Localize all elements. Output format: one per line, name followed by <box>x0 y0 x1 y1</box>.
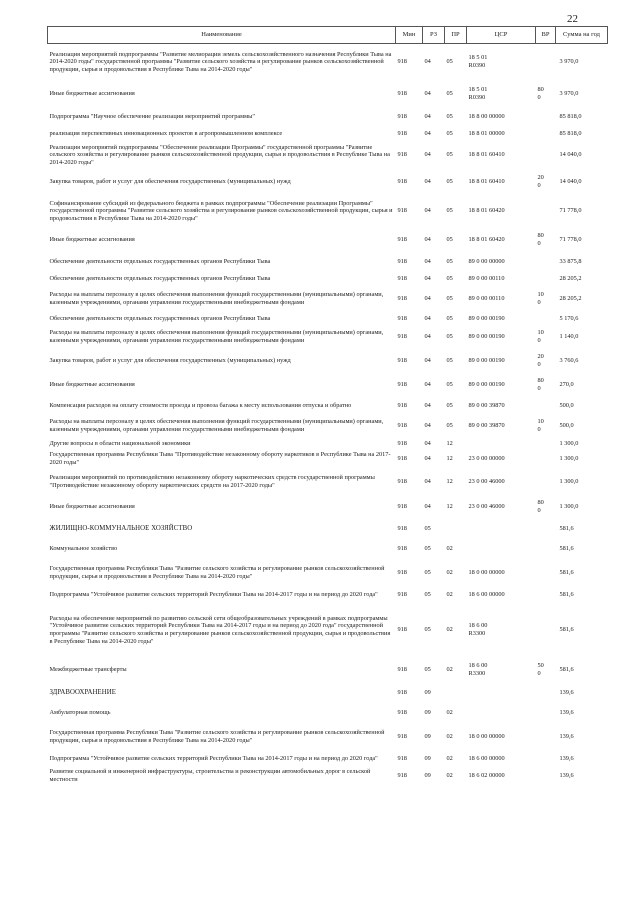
cell-pr: 05 <box>446 89 453 97</box>
table-row <box>48 437 608 450</box>
cell-pr: 05 <box>446 357 453 365</box>
cell-min: 918 <box>397 732 407 740</box>
cell-min: 918 <box>397 314 407 322</box>
table-row <box>48 495 608 519</box>
cell-name: Расходы на обеспечение мероприятий по развитию сельской сети общеобразовательных учреждений в рамках подпрограммы "Устойчивое развитие сельских территорий Республики Тыва на 2014-2017 годы и на период до 2020 года" государственной программы "Развитие сельского хозяйства и регулирование рынков сельскохозяйственной продукции, сырья и продовольствия в Республике Тыва на 2014-2020 годы" <box>49 614 391 645</box>
cell-name: Реализация мероприятий подпрограммы "Развитие мелиорации земель сельскохозяйственного назначения Республики Тыва на 2014-2020 годы" государственной программы "Развитие сельского хозяйства и регулирование рынков сельскохозяйственной продукции, сырья и продовольствия в Республике Тыва на 2014-2020 годы" <box>49 50 392 73</box>
cell-vr <box>536 194 556 228</box>
cell-min: 918 <box>397 568 407 576</box>
header-rz: РЗ <box>423 27 445 44</box>
cell-name: ЗДРАВООХРАНЕНИЕ <box>49 688 117 696</box>
cell-name: Государственная программа Республики Тыва "Развитие сельского хозяйства и регулирование рынков сельскохозяйственной продукции, сырья и продовольствия в Республике Тыва на 2014-2020 годы" <box>49 728 385 744</box>
cell-vr: 50 0 <box>537 661 544 677</box>
cell-rz: 04 <box>424 402 431 410</box>
cell-vr: 10 0 <box>537 418 544 433</box>
cell-rz: 04 <box>424 113 431 121</box>
cell-csr: 89 0 00 39870 <box>468 402 505 410</box>
cell-sum: 5 170,6 <box>559 314 579 322</box>
cell-min: 918 <box>397 402 407 410</box>
cell-name: Обеспечение деятельности отдельных государственных органов Республики Тыва <box>49 274 271 282</box>
cell-sum: 3 970,0 <box>559 58 579 66</box>
cell-rz: 04 <box>424 129 431 137</box>
cell-rz: 04 <box>424 258 431 266</box>
cell-sum: 1 300,0 <box>559 439 579 447</box>
cell-pr: 05 <box>446 381 453 389</box>
cell-min: 918 <box>397 771 407 779</box>
cell-rz: 09 <box>424 709 431 717</box>
cell-name: Реализация мероприятий подпрограммы "Обеспечение реализации Программы" государственной программы "Развитие сельского хозяйства и регулирование рынков сельскохозяйственной продукции, сырья и продовольствия в Республике Тыва на 2014-2020 годы" <box>49 143 390 166</box>
cell-name: Компенсация расходов на оплату стоимости проезда и провоза багажа к месту использования отпуска и обратно <box>49 402 352 410</box>
cell-csr: 18 8 01 60420 <box>468 236 505 244</box>
cell-pr: 05 <box>446 422 453 430</box>
cell-vr <box>536 272 556 285</box>
cell-min: 918 <box>397 178 407 186</box>
cell-name: Иные бюджетные ассигнования <box>49 89 135 97</box>
cell-name: Иные бюджетные ассигнования <box>49 381 135 389</box>
cell-min: 918 <box>397 709 407 717</box>
cell-pr: 02 <box>446 755 453 763</box>
header-csr: ЦСР <box>467 27 536 44</box>
cell-pr: 12 <box>446 503 453 511</box>
cell-sum: 139,6 <box>559 755 574 763</box>
cell-name: Развитие социальной и инженерной инфраструктуры, строительства и реконструкции автомобильных дорог в сельской местности <box>49 768 371 783</box>
cell-rz: 05 <box>424 568 431 576</box>
cell-name: реализация перспективных инновационных проектов в агропромышленном комплексе <box>49 129 283 137</box>
table-row <box>48 285 608 312</box>
table-row <box>48 768 608 783</box>
cell-rz: 05 <box>424 665 431 673</box>
cell-rz: 09 <box>424 732 431 740</box>
table-header-row <box>48 27 608 44</box>
header-sum: Сумма на год <box>556 27 608 44</box>
cell-csr <box>467 683 536 703</box>
table-row <box>48 468 608 495</box>
cell-csr: 18 6 00 R3300 <box>468 661 488 677</box>
cell-rz: 05 <box>424 591 431 599</box>
cell-sum: 71 778,0 <box>559 207 582 215</box>
cell-pr: 02 <box>446 732 453 740</box>
cell-pr: 12 <box>446 439 453 447</box>
cell-vr <box>536 559 556 586</box>
header-min: Мин <box>396 27 423 44</box>
cell-rz: 04 <box>424 89 431 97</box>
cell-min: 918 <box>397 381 407 389</box>
cell-csr: 18 8 01 60420 <box>468 207 505 215</box>
cell-pr: 02 <box>446 771 453 779</box>
cell-name: Иные бюджетные ассигнования <box>49 503 135 511</box>
cell-sum: 500,0 <box>559 422 574 430</box>
cell-pr: 05 <box>446 129 453 137</box>
cell-csr: 23 0 00 00000 <box>468 455 505 463</box>
cell-name: Расходы на выплаты персоналу в целях обеспечения выполнения функций государственными (муниципальными) органами, казенными учреждениями, органами управления государственными внебюджетными фондами <box>49 290 384 306</box>
table-row <box>48 604 608 656</box>
cell-sum: 500,0 <box>559 402 574 410</box>
cell-pr: 02 <box>446 665 453 673</box>
cell-vr: 80 0 <box>537 499 544 514</box>
cell-vr <box>536 252 556 272</box>
table-row <box>48 312 608 325</box>
cell-csr: 89 0 00 00190 <box>468 314 505 322</box>
cell-sum: 28 205,2 <box>559 294 582 302</box>
cell-name: Подпрограмма "Устойчивое развитие сельских территорий Республики Тыва на 2014-2017 годы и на период до 2020 года" <box>49 591 378 599</box>
table-row <box>48 127 608 140</box>
cell-min: 918 <box>397 258 407 266</box>
cell-rz: 04 <box>424 274 431 282</box>
cell-name: Государственная программа Республики Тыва "Противодействие незаконному обороту наркотиков в Республике Тыва на 2017-2020 годы" <box>49 451 391 466</box>
cell-vr <box>536 539 556 559</box>
cell-pr: 02 <box>446 568 453 576</box>
cell-min: 918 <box>397 151 407 159</box>
cell-vr <box>536 107 556 127</box>
cell-vr <box>536 768 556 783</box>
cell-min: 918 <box>397 525 407 533</box>
cell-pr: 05 <box>446 314 453 322</box>
cell-csr: 89 0 00 00110 <box>468 294 505 302</box>
cell-csr: 18 8 01 60410 <box>468 151 505 159</box>
cell-pr: 05 <box>446 402 453 410</box>
cell-csr: 18 8 00 00000 <box>468 113 505 121</box>
cell-name: Подпрограмма "Устойчивое развитие сельских территорий Республики Тыва на 2014-2017 годы и на период до 2020 года" <box>49 755 378 763</box>
cell-rz: 04 <box>424 314 431 322</box>
cell-sum: 1 140,0 <box>559 333 579 341</box>
cell-csr: 89 0 00 00190 <box>468 381 505 389</box>
cell-sum: 270,0 <box>559 381 574 389</box>
cell-csr: 18 8 01 60410 <box>468 178 505 186</box>
cell-sum: 139,6 <box>559 732 574 740</box>
cell-csr <box>467 437 536 450</box>
cell-name: Софинансирование субсидий из федерального бюджета в рамках подпрограммы "Обеспечение реализации Программы" государственной программы "Развитие сельского хозяйства и регулирование рынков сельскохозяйственной продукции, сырья и продовольствия в Республике Тыва на 2014-2020 годы" <box>49 199 393 222</box>
table-row <box>48 703 608 723</box>
cell-rz: 04 <box>424 294 431 302</box>
cell-vr <box>536 44 556 81</box>
cell-min: 918 <box>397 455 407 463</box>
cell-pr: 05 <box>446 294 453 302</box>
cell-min: 918 <box>397 274 407 282</box>
cell-vr: 80 0 <box>537 232 544 247</box>
cell-rz: 05 <box>424 626 431 634</box>
cell-name: Обеспечение деятельности отдельных государственных органов Республики Тыва <box>49 258 271 266</box>
table-row <box>48 349 608 373</box>
cell-min: 918 <box>397 755 407 763</box>
cell-rz: 04 <box>424 357 431 365</box>
cell-rz: 04 <box>424 333 431 341</box>
cell-sum: 71 778,0 <box>559 236 582 244</box>
cell-name: ЖИЛИЩНО-КОММУНАЛЬНОЕ ХОЗЯЙСТВО <box>49 524 193 532</box>
cell-rz: 04 <box>424 455 431 463</box>
cell-pr: 12 <box>446 455 453 463</box>
cell-rz: 04 <box>424 151 431 159</box>
cell-vr <box>536 723 556 750</box>
cell-min: 918 <box>397 665 407 673</box>
cell-min: 918 <box>397 422 407 430</box>
table-row <box>48 519 608 539</box>
cell-csr: 18 0 00 00000 <box>468 732 505 740</box>
cell-csr: 18 6 00 00000 <box>468 755 505 763</box>
cell-name: Коммунальное хозяйство <box>49 545 118 553</box>
cell-pr: 05 <box>446 258 453 266</box>
cell-name: Государственная программа Республики Тыва "Развитие сельского хозяйства и регулирование рынков сельскохозяйственной продукции, сырья и продовольствия в Республике Тыва на 2014-2020 годы" <box>49 564 385 580</box>
table-row <box>48 397 608 415</box>
table-row <box>48 140 608 170</box>
cell-pr: 02 <box>446 626 453 634</box>
cell-sum: 1 300,0 <box>559 503 579 511</box>
cell-min: 918 <box>397 89 407 97</box>
cell-min: 918 <box>397 207 407 215</box>
cell-sum: 139,6 <box>559 709 574 717</box>
cell-sum: 33 875,8 <box>559 258 582 266</box>
cell-vr: 80 0 <box>537 377 544 392</box>
cell-name: Межбюджетные трансферты <box>49 665 127 673</box>
cell-sum: 581,6 <box>559 665 574 673</box>
cell-csr: 23 0 00 46000 <box>468 477 505 485</box>
cell-rz: 04 <box>424 422 431 430</box>
table-row <box>48 723 608 750</box>
cell-sum: 14 040,0 <box>559 178 582 186</box>
cell-csr <box>467 519 536 539</box>
cell-vr <box>536 437 556 450</box>
cell-rz: 09 <box>424 689 431 697</box>
cell-vr <box>536 312 556 325</box>
cell-pr: 05 <box>446 151 453 159</box>
cell-rz: 04 <box>424 236 431 244</box>
cell-pr: 02 <box>446 545 453 553</box>
cell-pr: 02 <box>446 591 453 599</box>
cell-pr: 05 <box>446 236 453 244</box>
table-row <box>48 44 608 81</box>
table-row <box>48 325 608 349</box>
cell-name: Закупка товаров, работ и услуг для обеспечения государственных (муниципальных) нужд <box>49 178 291 186</box>
page-number: 22 <box>567 13 578 25</box>
cell-pr: 05 <box>446 207 453 215</box>
cell-vr <box>536 397 556 415</box>
cell-rz: 09 <box>424 771 431 779</box>
cell-csr: 23 0 00 46000 <box>468 503 505 511</box>
cell-min: 918 <box>397 236 407 244</box>
cell-csr: 18 0 00 00000 <box>468 568 505 576</box>
cell-csr <box>467 703 536 723</box>
cell-min: 918 <box>397 113 407 121</box>
cell-rz: 04 <box>424 381 431 389</box>
budget-table <box>47 26 608 783</box>
cell-csr: 18 5 01 R0390 <box>468 54 488 69</box>
cell-min: 918 <box>397 439 407 447</box>
cell-sum: 1 300,0 <box>559 477 579 485</box>
cell-pr <box>445 683 467 703</box>
cell-pr: 02 <box>446 709 453 717</box>
cell-csr: 89 0 00 00110 <box>468 274 505 282</box>
cell-pr <box>445 519 467 539</box>
cell-csr: 18 8 01 00000 <box>468 129 505 137</box>
table-row <box>48 272 608 285</box>
cell-pr: 05 <box>446 274 453 282</box>
header-vr: ВР <box>536 27 556 44</box>
cell-vr <box>536 750 556 768</box>
header-pr: ПР <box>445 27 467 44</box>
cell-rz: 09 <box>424 755 431 763</box>
cell-sum: 3 760,6 <box>559 357 579 365</box>
cell-name: Иные бюджетные ассигнования <box>49 236 135 244</box>
cell-min: 918 <box>397 545 407 553</box>
cell-vr <box>536 703 556 723</box>
cell-csr: 89 0 00 39870 <box>468 422 505 430</box>
cell-vr <box>536 468 556 495</box>
table-row <box>48 107 608 127</box>
cell-sum: 581,6 <box>559 626 574 634</box>
cell-min: 918 <box>397 591 407 599</box>
cell-sum: 28 205,2 <box>559 274 582 282</box>
cell-csr: 18 6 00 00000 <box>468 591 505 599</box>
cell-sum: 85 818,0 <box>559 113 582 121</box>
cell-name: Расходы на выплаты персоналу в целях обеспечения выполнения функций государственными (муниципальными) органами, казенными учреждениями, органами управления государственными внебюджетными фондами <box>49 418 384 433</box>
cell-rz: 05 <box>424 525 431 533</box>
cell-vr <box>536 586 556 604</box>
cell-sum: 581,6 <box>559 525 574 533</box>
cell-name: Амбулаторная помощь <box>49 709 111 717</box>
cell-rz: 05 <box>424 545 431 553</box>
cell-sum: 581,6 <box>559 568 574 576</box>
cell-pr: 05 <box>446 178 453 186</box>
cell-vr <box>536 519 556 539</box>
header-name: Наименование <box>48 27 396 44</box>
table-row <box>48 228 608 252</box>
cell-csr <box>467 539 536 559</box>
cell-rz: 04 <box>424 439 431 447</box>
cell-min: 918 <box>397 626 407 634</box>
cell-min: 918 <box>397 58 407 66</box>
cell-vr <box>536 127 556 140</box>
cell-name: Расходы на выплаты персоналу в целях обеспечения выполнения функций государственными (муниципальными) органами, казенными учреждениями, органами управления государственными внебюджетными фондами <box>49 329 384 344</box>
cell-name: Другие вопросы в области национальной экономики <box>49 439 191 447</box>
cell-pr: 05 <box>446 113 453 121</box>
table-row <box>48 586 608 604</box>
cell-rz: 04 <box>424 178 431 186</box>
table-row <box>48 373 608 397</box>
cell-sum: 1 300,0 <box>559 455 579 463</box>
table-row <box>48 750 608 768</box>
cell-vr <box>536 683 556 703</box>
cell-vr <box>536 604 556 656</box>
cell-sum: 139,6 <box>559 689 574 697</box>
cell-vr: 10 0 <box>537 290 544 306</box>
cell-pr: 12 <box>446 477 453 485</box>
cell-rz: 04 <box>424 207 431 215</box>
cell-min: 918 <box>397 357 407 365</box>
cell-sum: 85 818,0 <box>559 129 582 137</box>
cell-pr: 05 <box>446 333 453 341</box>
cell-vr: 20 0 <box>537 353 544 368</box>
cell-name: Закупка товаров, работ и услуг для обеспечения государственных (муниципальных) нужд <box>49 357 291 365</box>
cell-csr: 18 5 01 R0390 <box>468 85 488 101</box>
cell-csr: 89 0 00 00190 <box>468 357 505 365</box>
table-row <box>48 80 608 107</box>
table-row <box>48 170 608 194</box>
cell-csr: 18 6 02 00000 <box>468 771 505 779</box>
cell-vr <box>536 140 556 170</box>
cell-name: Реализация мероприятий по противодействию незаконному обороту наркотических средств государственной программы "Противодействие незаконному обороту наркотических средств на 2017-2020 годы" <box>49 473 375 489</box>
cell-vr <box>536 450 556 468</box>
cell-min: 918 <box>397 503 407 511</box>
cell-vr: 10 0 <box>537 329 544 344</box>
table-row <box>48 252 608 272</box>
cell-csr: 89 0 00 00000 <box>468 258 505 266</box>
cell-rz: 04 <box>424 477 431 485</box>
table-row <box>48 539 608 559</box>
cell-csr: 18 6 00 R3300 <box>468 622 488 637</box>
cell-rz: 04 <box>424 58 431 66</box>
cell-vr: 80 0 <box>537 85 544 101</box>
cell-min: 918 <box>397 294 407 302</box>
cell-min: 918 <box>397 477 407 485</box>
cell-vr: 20 0 <box>537 174 544 189</box>
cell-sum: 3 970,0 <box>559 89 579 97</box>
cell-name: Обеспечение деятельности отдельных государственных органов Республики Тыва <box>49 314 271 322</box>
cell-min: 918 <box>397 129 407 137</box>
table-row <box>48 415 608 437</box>
table-row <box>48 194 608 228</box>
cell-sum: 139,6 <box>559 771 574 779</box>
cell-sum: 581,6 <box>559 591 574 599</box>
cell-min: 918 <box>397 333 407 341</box>
cell-rz: 04 <box>424 503 431 511</box>
table-row <box>48 450 608 468</box>
table-row <box>48 683 608 703</box>
cell-sum: 14 040,0 <box>559 151 582 159</box>
table-row <box>48 656 608 683</box>
cell-sum: 581,6 <box>559 545 574 553</box>
cell-csr: 89 0 00 00190 <box>468 333 505 341</box>
cell-pr: 05 <box>446 58 453 66</box>
table-row <box>48 559 608 586</box>
cell-min: 918 <box>397 689 407 697</box>
cell-name: Подпрограмма "Научное обеспечение реализации мероприятий программы" <box>49 113 255 121</box>
